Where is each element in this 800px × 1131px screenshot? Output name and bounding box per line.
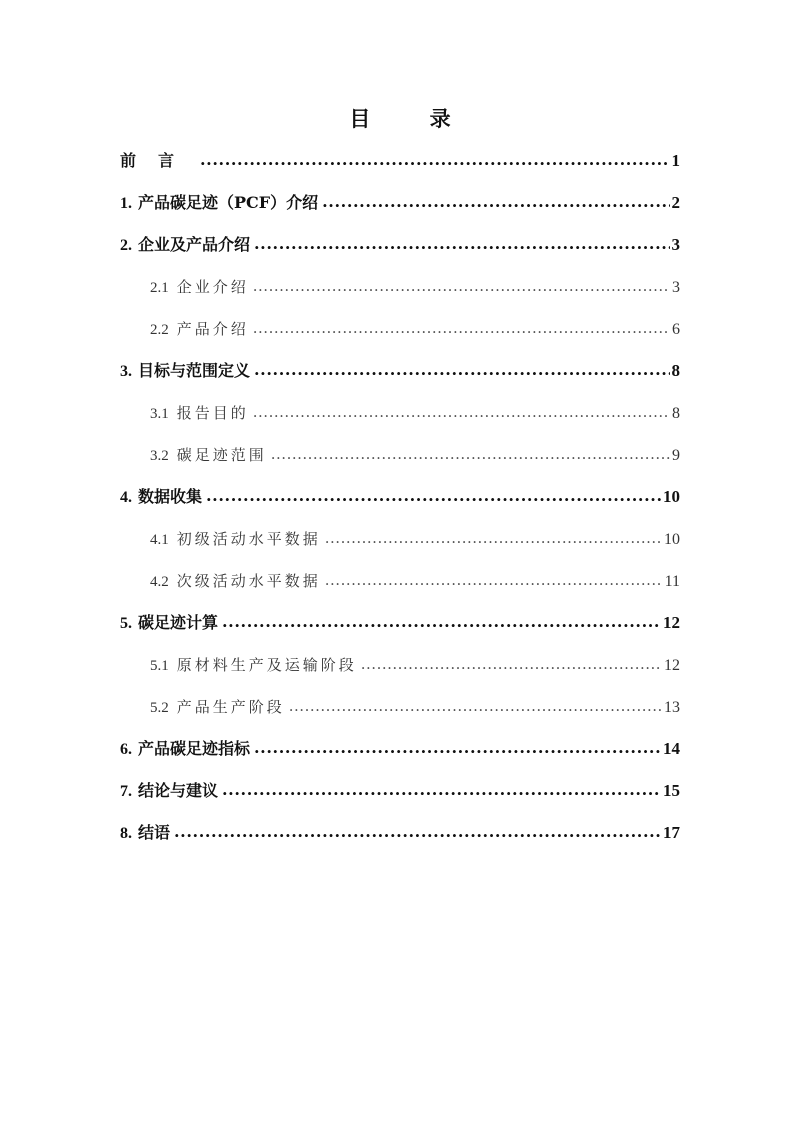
dot-leader xyxy=(325,565,663,595)
toc-entry-label: 碳足迹范围 xyxy=(176,446,267,464)
toc-page-number: 1 xyxy=(671,151,680,170)
toc-entry-label: 目标与范围定义 xyxy=(138,361,251,380)
toc-entry-5-2[interactable] xyxy=(120,692,680,734)
toc-entry-label: 报告目的 xyxy=(176,404,249,422)
toc-entry-label: 产品介绍 xyxy=(176,320,249,338)
toc-entry-8[interactable] xyxy=(120,818,680,860)
dot-leader xyxy=(361,649,662,679)
toc-page-number: 12 xyxy=(663,613,680,632)
toc-page-number: 17 xyxy=(663,823,680,842)
toc-page-number: 15 xyxy=(663,781,680,800)
dot-leader xyxy=(206,481,661,511)
toc-entry-number: 4.1 xyxy=(150,532,169,548)
dot-leader xyxy=(222,775,661,805)
toc-entry-number: 2.2 xyxy=(150,322,169,338)
toc-page-number: 11 xyxy=(664,573,680,590)
toc-entry-4[interactable] xyxy=(120,482,680,524)
dot-leader xyxy=(253,313,670,343)
dot-leader xyxy=(253,271,670,301)
toc-entry-label: 产品生产阶段 xyxy=(176,698,285,716)
toc-entry-label: 结论与建议 xyxy=(138,781,219,800)
toc-entry-number: 6. xyxy=(120,741,132,758)
toc-entry-4-1[interactable] xyxy=(120,524,680,566)
dot-leader xyxy=(325,523,662,553)
toc-entry-number: 3. xyxy=(120,363,132,380)
toc-entry-label: 企业及产品介绍 xyxy=(138,235,251,254)
toc-entry-number: 4. xyxy=(120,489,132,506)
toc-entry-label: 前言 xyxy=(120,151,197,170)
toc-entry-1[interactable] xyxy=(120,188,680,230)
dot-leader xyxy=(254,733,661,763)
toc-entry-number: 5. xyxy=(120,615,132,632)
toc-entry-2[interactable] xyxy=(120,230,680,272)
toc-entry-3-1[interactable] xyxy=(120,398,680,440)
toc-page-number: 13 xyxy=(664,699,680,716)
dot-leader xyxy=(254,355,669,385)
toc-page-number: 14 xyxy=(663,739,680,758)
toc-entry-number: 1. xyxy=(120,195,132,212)
toc-entry-number: 3.2 xyxy=(150,448,169,464)
toc-page-number: 3 xyxy=(671,235,680,254)
toc-entry-label: 次级活动水平数据 xyxy=(176,572,321,590)
toc-entry-preface[interactable] xyxy=(120,146,680,188)
toc-entry-5-1[interactable] xyxy=(120,650,680,692)
toc-page-number: 8 xyxy=(672,405,680,422)
toc-page-number: 10 xyxy=(663,487,680,506)
toc-entry-number: 3.1 xyxy=(150,406,169,422)
toc-entry-label: 初级活动水平数据 xyxy=(176,530,321,548)
toc-entry-label: 产品碳足迹（PCF）介绍 xyxy=(138,193,319,212)
dot-leader xyxy=(271,439,670,469)
toc-entry-number: 8. xyxy=(120,825,132,842)
toc-page-number: 2 xyxy=(671,193,680,212)
toc-page-number: 9 xyxy=(672,447,680,464)
toc-page-number: 10 xyxy=(664,531,680,548)
toc-entry-5[interactable] xyxy=(120,608,680,650)
toc-entry-label: 结语 xyxy=(138,823,171,842)
toc-entry-4-2[interactable] xyxy=(120,566,680,608)
dot-leader xyxy=(322,187,669,217)
toc-entry-2-1[interactable] xyxy=(120,272,680,314)
toc-entry-3-2[interactable] xyxy=(120,440,680,482)
toc-entry-number: 5.2 xyxy=(150,700,169,716)
toc-entry-number: 4.2 xyxy=(150,574,169,590)
toc-entry-label: 企业介绍 xyxy=(176,278,249,296)
toc-entry-label: 数据收集 xyxy=(138,487,203,506)
dot-leader xyxy=(222,607,661,637)
dot-leader xyxy=(289,691,662,721)
toc-entry-number: 2.1 xyxy=(150,280,169,296)
toc-entry-6[interactable] xyxy=(120,734,680,776)
toc-page-number: 8 xyxy=(671,361,680,380)
toc-entry-number: 2. xyxy=(120,237,132,254)
toc-page-number: 12 xyxy=(664,657,680,674)
toc-page-number: 3 xyxy=(672,279,680,296)
toc-title: 目 录 xyxy=(349,106,477,131)
dot-leader xyxy=(174,817,661,847)
toc-entry-number: 5.1 xyxy=(150,658,169,674)
toc-page-number: 6 xyxy=(672,321,680,338)
toc-entry-label: 产品碳足迹指标 xyxy=(138,739,251,758)
dot-leader xyxy=(253,397,670,427)
table-of-contents xyxy=(120,146,680,860)
toc-entry-number: 7. xyxy=(120,783,132,800)
toc-entry-label: 原材料生产及运输阶段 xyxy=(176,656,357,674)
toc-entry-label: 碳足迹计算 xyxy=(138,613,219,632)
toc-entry-2-2[interactable] xyxy=(120,314,680,356)
toc-entry-3[interactable] xyxy=(120,356,680,398)
dot-leader xyxy=(200,145,669,175)
toc-entry-7[interactable] xyxy=(120,776,680,818)
dot-leader xyxy=(254,229,669,259)
